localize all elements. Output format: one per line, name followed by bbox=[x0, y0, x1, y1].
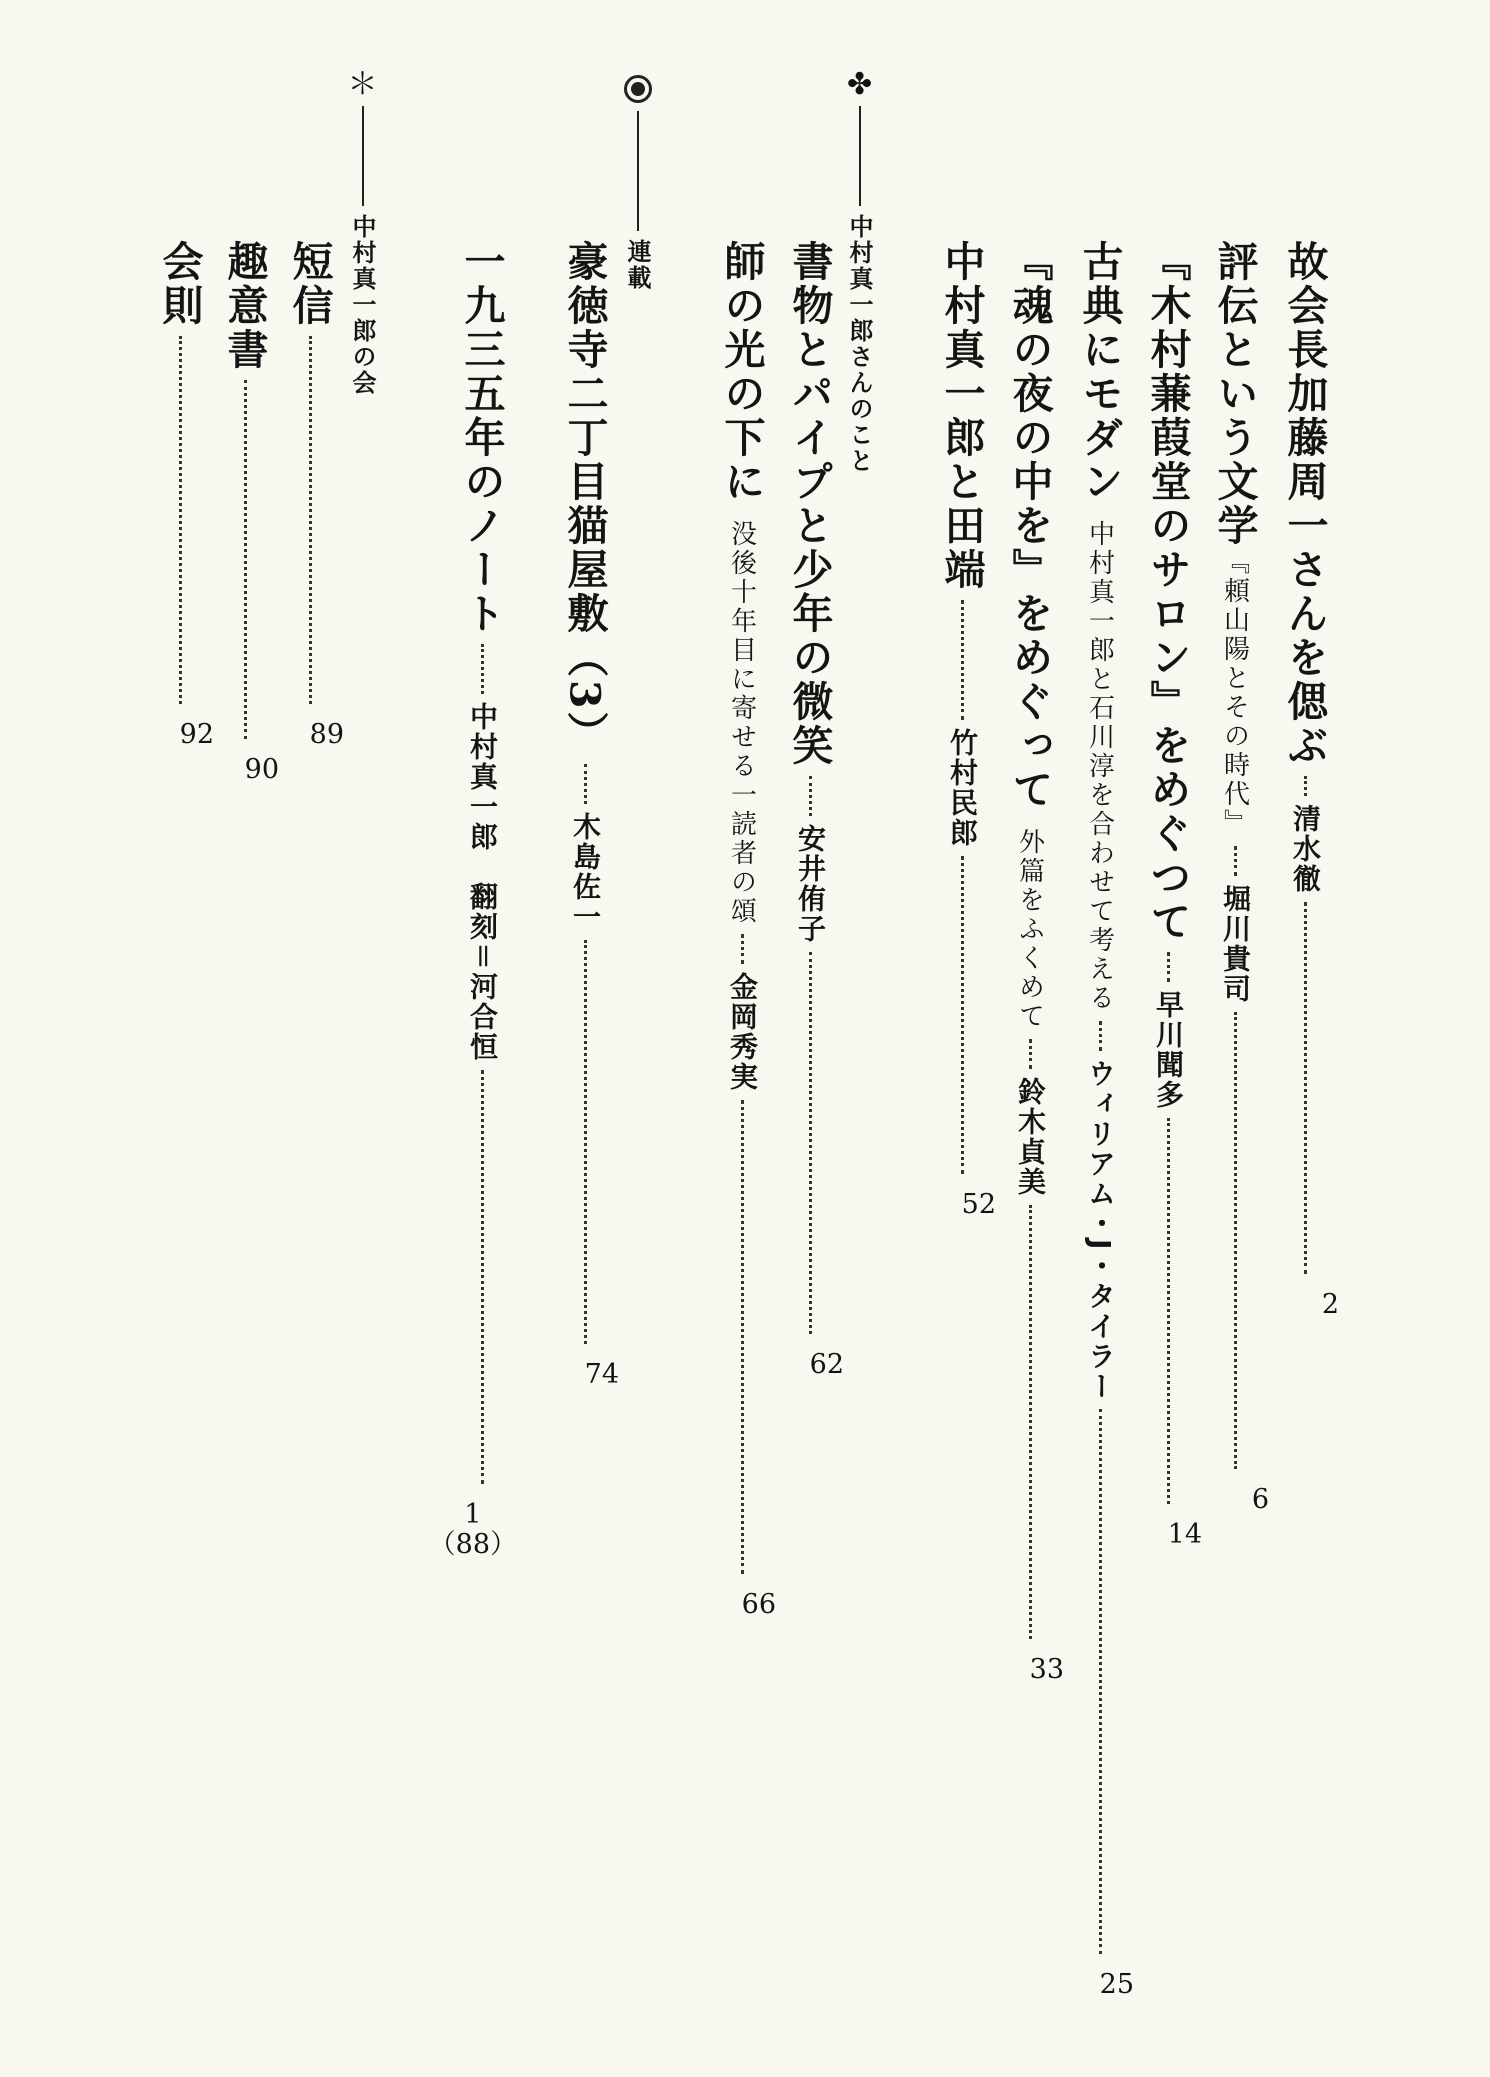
section-heading-serial bbox=[620, 75, 655, 291]
toc-entry[interactable] bbox=[280, 240, 344, 750]
page-number: 2 bbox=[1321, 1289, 1339, 1320]
page-number: 6 bbox=[1251, 1484, 1269, 1515]
leader-dots bbox=[961, 600, 964, 720]
bullseye-icon bbox=[624, 75, 652, 103]
toc-entry[interactable] bbox=[215, 240, 279, 785]
leader-dots bbox=[1099, 1409, 1102, 1954]
page-number: 52 bbox=[961, 1189, 996, 1220]
entry-author: 金岡秀実 bbox=[726, 972, 759, 1092]
section-label: 中村真一郎の会 bbox=[348, 214, 376, 396]
entry-subtitle: 『頼山陽とその時代』 bbox=[1219, 548, 1250, 838]
leader-dots bbox=[741, 934, 744, 964]
entry-subtitle: 中村真一郎と石川淳を合わせて考える bbox=[1084, 520, 1115, 1013]
section-heading-essays bbox=[842, 67, 877, 474]
entry-title: 会則 bbox=[155, 240, 204, 328]
leader-dots bbox=[809, 776, 812, 816]
entry-title: 古典にモダン bbox=[1075, 240, 1124, 504]
toc-entry[interactable] bbox=[712, 240, 776, 1620]
leader-dots bbox=[1304, 902, 1307, 1274]
leader-dots bbox=[1029, 1205, 1032, 1639]
entry-author: ウィリアム・J・タイラー bbox=[1084, 1059, 1117, 1402]
entry-title: 書物とパイプと少年の微笑 bbox=[785, 240, 834, 768]
entry-title: 豪徳寺二丁目猫屋敷（3） bbox=[560, 240, 609, 756]
page-number-secondary: （88） bbox=[428, 1529, 517, 1560]
leader-dots bbox=[1167, 952, 1170, 982]
page-number: 25 bbox=[1099, 1969, 1134, 2000]
leader-dots bbox=[244, 380, 247, 739]
page-number: 90 bbox=[244, 754, 279, 785]
entry-title: 趣意書 bbox=[220, 240, 269, 372]
section-heading-society bbox=[345, 67, 380, 396]
leader-dots bbox=[584, 940, 587, 1344]
entry-author: 竹村民郎 bbox=[946, 728, 979, 848]
entry-title: 師の光の下に bbox=[717, 240, 766, 504]
page-number: 74 bbox=[584, 1359, 619, 1390]
entry-title: 『木村蒹葭堂のサロン』をめぐつて bbox=[1143, 240, 1192, 944]
page-number: 92 bbox=[179, 719, 214, 750]
page-number: 62 bbox=[809, 1349, 844, 1380]
entry-subtitle: 外篇をふくめて bbox=[1014, 828, 1045, 1031]
leader-dots bbox=[741, 1100, 744, 1574]
section-label: 連載 bbox=[623, 239, 651, 291]
leader-dots bbox=[809, 952, 812, 1334]
entry-author: 安井侑子 bbox=[794, 824, 827, 944]
entry-subtitle: 没後十年目に寄せる一読者の頌 bbox=[726, 520, 757, 926]
entry-author: 堀川貴司 bbox=[1219, 884, 1252, 1004]
leader-dots bbox=[309, 336, 312, 704]
toc-entry[interactable] bbox=[1138, 240, 1202, 1550]
entry-author: 木島佐一 bbox=[569, 811, 602, 932]
page-number: 14 bbox=[1167, 1519, 1202, 1550]
leader-dots bbox=[481, 644, 484, 694]
leader-dots bbox=[961, 856, 964, 1174]
entry-title: 『魂の夜の中を』をめぐって bbox=[1005, 240, 1054, 812]
entry-title: 中村真一郎と田端 bbox=[937, 240, 986, 592]
leader-dots bbox=[1099, 1021, 1102, 1051]
toc-entry[interactable] bbox=[1275, 240, 1339, 1320]
toc-entry[interactable] bbox=[555, 240, 619, 1390]
entry-author: 早川聞多 bbox=[1152, 990, 1185, 1110]
asterisk-icon: ＊ bbox=[347, 67, 378, 102]
page-number: 89 bbox=[309, 719, 344, 750]
section-rule bbox=[637, 111, 639, 231]
leader-dots bbox=[481, 1070, 484, 1484]
leader-dots bbox=[1234, 1012, 1237, 1469]
toc-entry[interactable] bbox=[1000, 240, 1064, 1685]
toc-entry[interactable] bbox=[1205, 240, 1269, 1515]
toc-entry[interactable] bbox=[1070, 240, 1134, 2000]
entry-author: 中村真一郎 翻刻＝河合恒 bbox=[466, 702, 499, 1063]
leader-dots bbox=[1167, 1118, 1170, 1504]
entry-title: 評伝という文学 bbox=[1210, 240, 1259, 548]
leader-dots bbox=[584, 764, 587, 804]
leader-dots bbox=[1234, 846, 1237, 876]
section-label: 中村真一郎さんのこと bbox=[845, 214, 873, 474]
section-rule bbox=[859, 106, 861, 206]
flower-icon: ✤ bbox=[846, 67, 873, 102]
leader-dots bbox=[1304, 776, 1307, 796]
toc-entry[interactable] bbox=[150, 240, 214, 750]
toc-entry[interactable] bbox=[932, 240, 996, 1220]
page-number-primary: 1 bbox=[464, 1499, 482, 1530]
page-number: 33 bbox=[1029, 1654, 1064, 1685]
entry-title: 故会長加藤周一さんを偲ぶ bbox=[1280, 240, 1329, 768]
entry-author: 清水徹 bbox=[1289, 804, 1322, 894]
section-rule bbox=[362, 106, 364, 206]
toc-entry[interactable] bbox=[780, 240, 844, 1380]
entry-author: 鈴木貞美 bbox=[1014, 1077, 1047, 1197]
entry-title: 一九三五年のノート bbox=[457, 240, 506, 636]
leader-dots bbox=[179, 336, 182, 704]
toc-entry[interactable] bbox=[428, 240, 517, 1560]
page-number bbox=[429, 1500, 517, 1560]
page-number: 66 bbox=[741, 1589, 776, 1620]
leader-dots bbox=[1029, 1039, 1032, 1069]
entry-title: 短信 bbox=[285, 240, 334, 328]
